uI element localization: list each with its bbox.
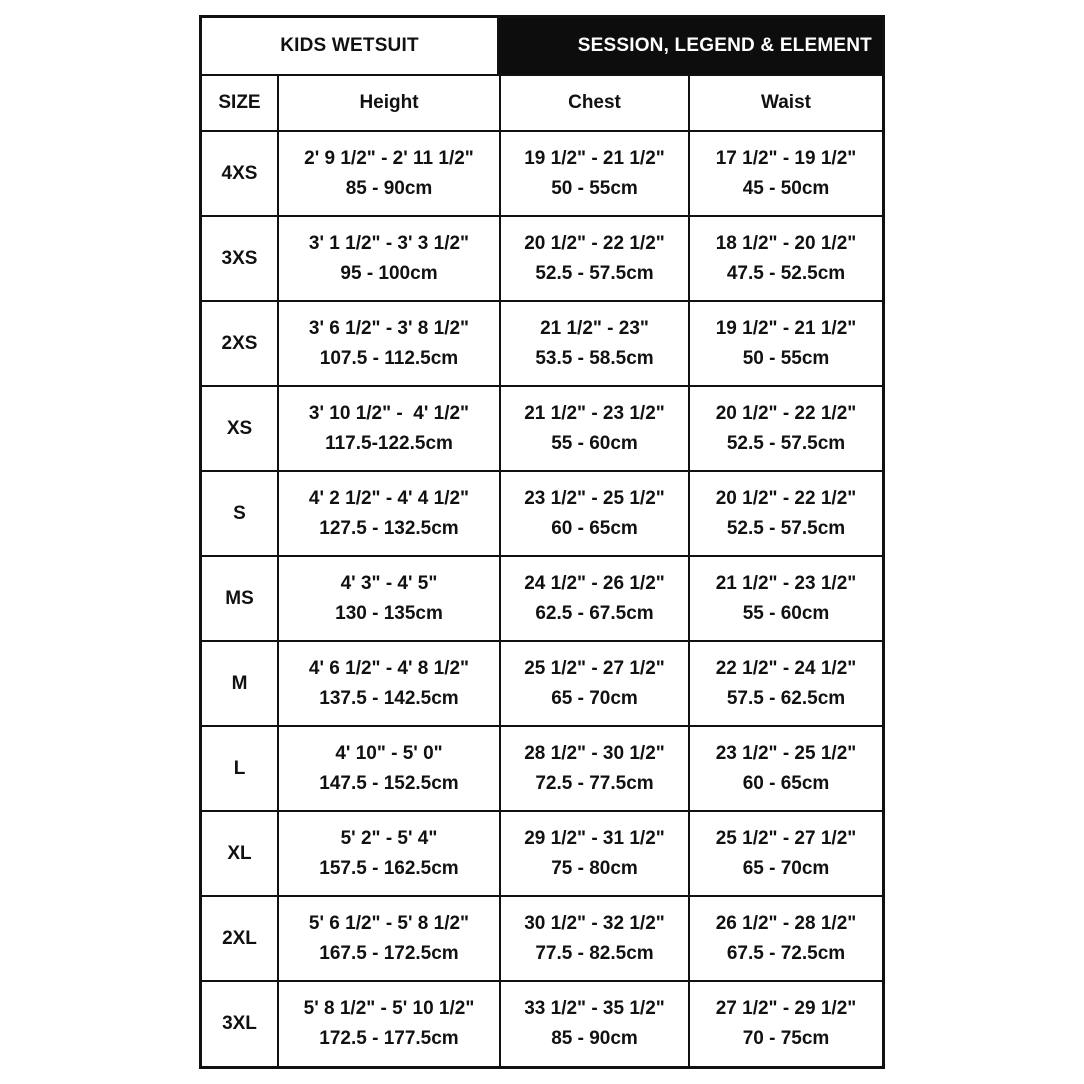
chest-metric-value: 53.5 - 58.5cm [535, 347, 654, 369]
chest-metric-value: 72.5 - 77.5cm [535, 772, 654, 794]
waist-metric-value: 60 - 65cm [742, 772, 830, 794]
table-row [202, 301, 882, 386]
waist-imperial-value: 27 1/2" - 29 1/2" [715, 998, 857, 1019]
table-row [202, 386, 882, 471]
height-imperial-value: 2' 9 1/2" - 2' 11 1/2" [304, 147, 474, 169]
waist-metric-value: 55 - 60cm [742, 602, 830, 624]
height-imperial-value: 3' 10 1/2" - 4' 1/2" [308, 402, 470, 424]
height-metric-value: 95 - 100cm [340, 262, 438, 284]
size-cell: L [202, 726, 278, 811]
height-imperial-value: 4' 10" - 5' 0" [335, 742, 443, 764]
size-cell: 4XS [202, 131, 278, 216]
table-row [202, 981, 882, 1066]
chest-imperial-value: 21 1/2" - 23 1/2" [524, 402, 665, 424]
size-cell: 3XL [202, 981, 278, 1066]
height-cell [278, 811, 500, 896]
waist-imperial-value: 21 1/2" - 23 1/2" [715, 572, 857, 594]
chest-cell [500, 981, 689, 1066]
size-cell: 2XL [202, 896, 278, 981]
height-cell [278, 301, 500, 386]
chest-metric-value: 75 - 80cm [551, 857, 638, 879]
height-metric-value: 130 - 135cm [335, 602, 443, 624]
chest-metric-value: 52.5 - 57.5cm [535, 262, 654, 284]
height-metric-value: 147.5 - 152.5cm [319, 772, 459, 794]
height-cell [278, 556, 500, 641]
chest-metric-value: 85 - 90cm [551, 1028, 638, 1049]
chest-imperial-value: 20 1/2" - 22 1/2" [524, 232, 665, 254]
chest-imperial-value: 19 1/2" - 21 1/2" [524, 147, 665, 169]
chest-imperial-value: 30 1/2" - 32 1/2" [524, 912, 665, 934]
chest-cell [500, 556, 689, 641]
chest-imperial-value: 24 1/2" - 26 1/2" [524, 572, 665, 594]
waist-metric-value: 52.5 - 57.5cm [726, 432, 846, 454]
waist-cell [689, 301, 882, 386]
chest-cell [500, 386, 689, 471]
height-cell [278, 896, 500, 981]
height-cell [278, 471, 500, 556]
waist-cell [689, 131, 882, 216]
waist-cell [689, 811, 882, 896]
title-row [202, 18, 882, 76]
table-row [202, 471, 882, 556]
size-cell: 2XS [202, 301, 278, 386]
waist-imperial-value: 25 1/2" - 27 1/2" [715, 827, 857, 849]
chest-metric-value: 77.5 - 82.5cm [535, 942, 654, 964]
table-row [202, 896, 882, 981]
chest-metric-value: 62.5 - 67.5cm [535, 602, 654, 624]
waist-imperial-value: 19 1/2" - 21 1/2" [715, 317, 857, 339]
column-header-row [202, 76, 882, 131]
height-column-header: Height [278, 76, 500, 131]
size-cell: XL [202, 811, 278, 896]
height-imperial-value: 4' 6 1/2" - 4' 8 1/2" [308, 657, 470, 679]
height-imperial-value: 5' 8 1/2" - 5' 10 1/2" [303, 998, 475, 1019]
size-cell: 3XS [202, 216, 278, 301]
height-imperial-value: 5' 6 1/2" - 5' 8 1/2" [308, 912, 470, 934]
waist-cell [689, 556, 882, 641]
height-metric-value: 85 - 90cm [345, 177, 433, 199]
height-imperial-value: 4' 2 1/2" - 4' 4 1/2" [308, 487, 470, 509]
waist-metric-value: 52.5 - 57.5cm [726, 517, 846, 539]
height-cell [278, 131, 500, 216]
table-row [202, 556, 882, 641]
waist-cell [689, 896, 882, 981]
waist-metric-value: 50 - 55cm [742, 347, 830, 369]
chest-metric-value: 50 - 55cm [551, 177, 638, 199]
waist-metric-value: 67.5 - 72.5cm [726, 942, 846, 964]
chest-imperial-value: 25 1/2" - 27 1/2" [524, 657, 665, 679]
waist-cell [689, 981, 882, 1066]
height-cell [278, 726, 500, 811]
chest-imperial-value: 29 1/2" - 31 1/2" [524, 827, 665, 849]
height-imperial-value: 3' 6 1/2" - 3' 8 1/2" [308, 317, 470, 339]
waist-cell [689, 216, 882, 301]
height-imperial-value: 4' 3" - 4' 5" [340, 572, 438, 594]
size-cell: MS [202, 556, 278, 641]
waist-imperial-value: 23 1/2" - 25 1/2" [715, 742, 857, 764]
kids-wetsuit-title: KIDS WETSUIT [202, 18, 499, 74]
height-cell [278, 981, 500, 1066]
height-imperial-value: 3' 1 1/2" - 3' 3 1/2" [308, 232, 470, 254]
waist-metric-value: 70 - 75cm [742, 1028, 830, 1049]
chest-imperial-value: 23 1/2" - 25 1/2" [524, 487, 665, 509]
waist-imperial-value: 20 1/2" - 22 1/2" [715, 402, 857, 424]
waist-cell [689, 386, 882, 471]
waist-metric-value: 57.5 - 62.5cm [726, 687, 846, 709]
height-cell [278, 216, 500, 301]
chest-metric-value: 55 - 60cm [551, 432, 638, 454]
size-table [202, 76, 882, 1066]
height-metric-value: 107.5 - 112.5cm [319, 347, 459, 369]
size-cell: XS [202, 386, 278, 471]
height-metric-value: 127.5 - 132.5cm [319, 517, 459, 539]
chest-cell [500, 896, 689, 981]
size-chart [199, 15, 885, 1069]
chest-cell [500, 131, 689, 216]
waist-imperial-value: 17 1/2" - 19 1/2" [715, 147, 857, 169]
height-cell [278, 386, 500, 471]
chest-imperial-value: 21 1/2" - 23" [540, 317, 649, 339]
size-cell: S [202, 471, 278, 556]
waist-cell [689, 726, 882, 811]
height-metric-value: 117.5-122.5cm [325, 432, 453, 454]
chest-column-header: Chest [500, 76, 689, 131]
chest-metric-value: 60 - 65cm [551, 517, 638, 539]
waist-cell [689, 471, 882, 556]
table-row [202, 216, 882, 301]
waist-cell [689, 641, 882, 726]
table-row [202, 131, 882, 216]
chest-cell [500, 471, 689, 556]
height-metric-value: 172.5 - 177.5cm [319, 1028, 459, 1049]
waist-imperial-value: 22 1/2" - 24 1/2" [715, 657, 857, 679]
height-cell [278, 641, 500, 726]
height-imperial-value: 5' 2" - 5' 4" [340, 827, 438, 849]
size-cell: M [202, 641, 278, 726]
chest-metric-value: 65 - 70cm [551, 687, 638, 709]
chest-cell [500, 216, 689, 301]
waist-column-header: Waist [689, 76, 882, 131]
chest-cell [500, 641, 689, 726]
chest-imperial-value: 28 1/2" - 30 1/2" [524, 742, 665, 764]
chest-cell [500, 726, 689, 811]
waist-metric-value: 47.5 - 52.5cm [726, 262, 846, 284]
chest-cell [500, 301, 689, 386]
height-metric-value: 167.5 - 172.5cm [319, 942, 459, 964]
table-row [202, 641, 882, 726]
waist-imperial-value: 18 1/2" - 20 1/2" [715, 232, 857, 254]
waist-imperial-value: 20 1/2" - 22 1/2" [715, 487, 857, 509]
size-column-header: SIZE [202, 76, 278, 131]
table-row [202, 726, 882, 811]
waist-imperial-value: 26 1/2" - 28 1/2" [715, 912, 857, 934]
chest-cell [500, 811, 689, 896]
waist-metric-value: 65 - 70cm [742, 857, 830, 879]
height-metric-value: 157.5 - 162.5cm [319, 857, 459, 879]
table-row [202, 811, 882, 896]
product-line-title: SESSION, LEGEND & ELEMENT [499, 18, 882, 74]
height-metric-value: 137.5 - 142.5cm [319, 687, 459, 709]
waist-metric-value: 45 - 50cm [742, 177, 830, 199]
chest-imperial-value: 33 1/2" - 35 1/2" [524, 998, 665, 1019]
